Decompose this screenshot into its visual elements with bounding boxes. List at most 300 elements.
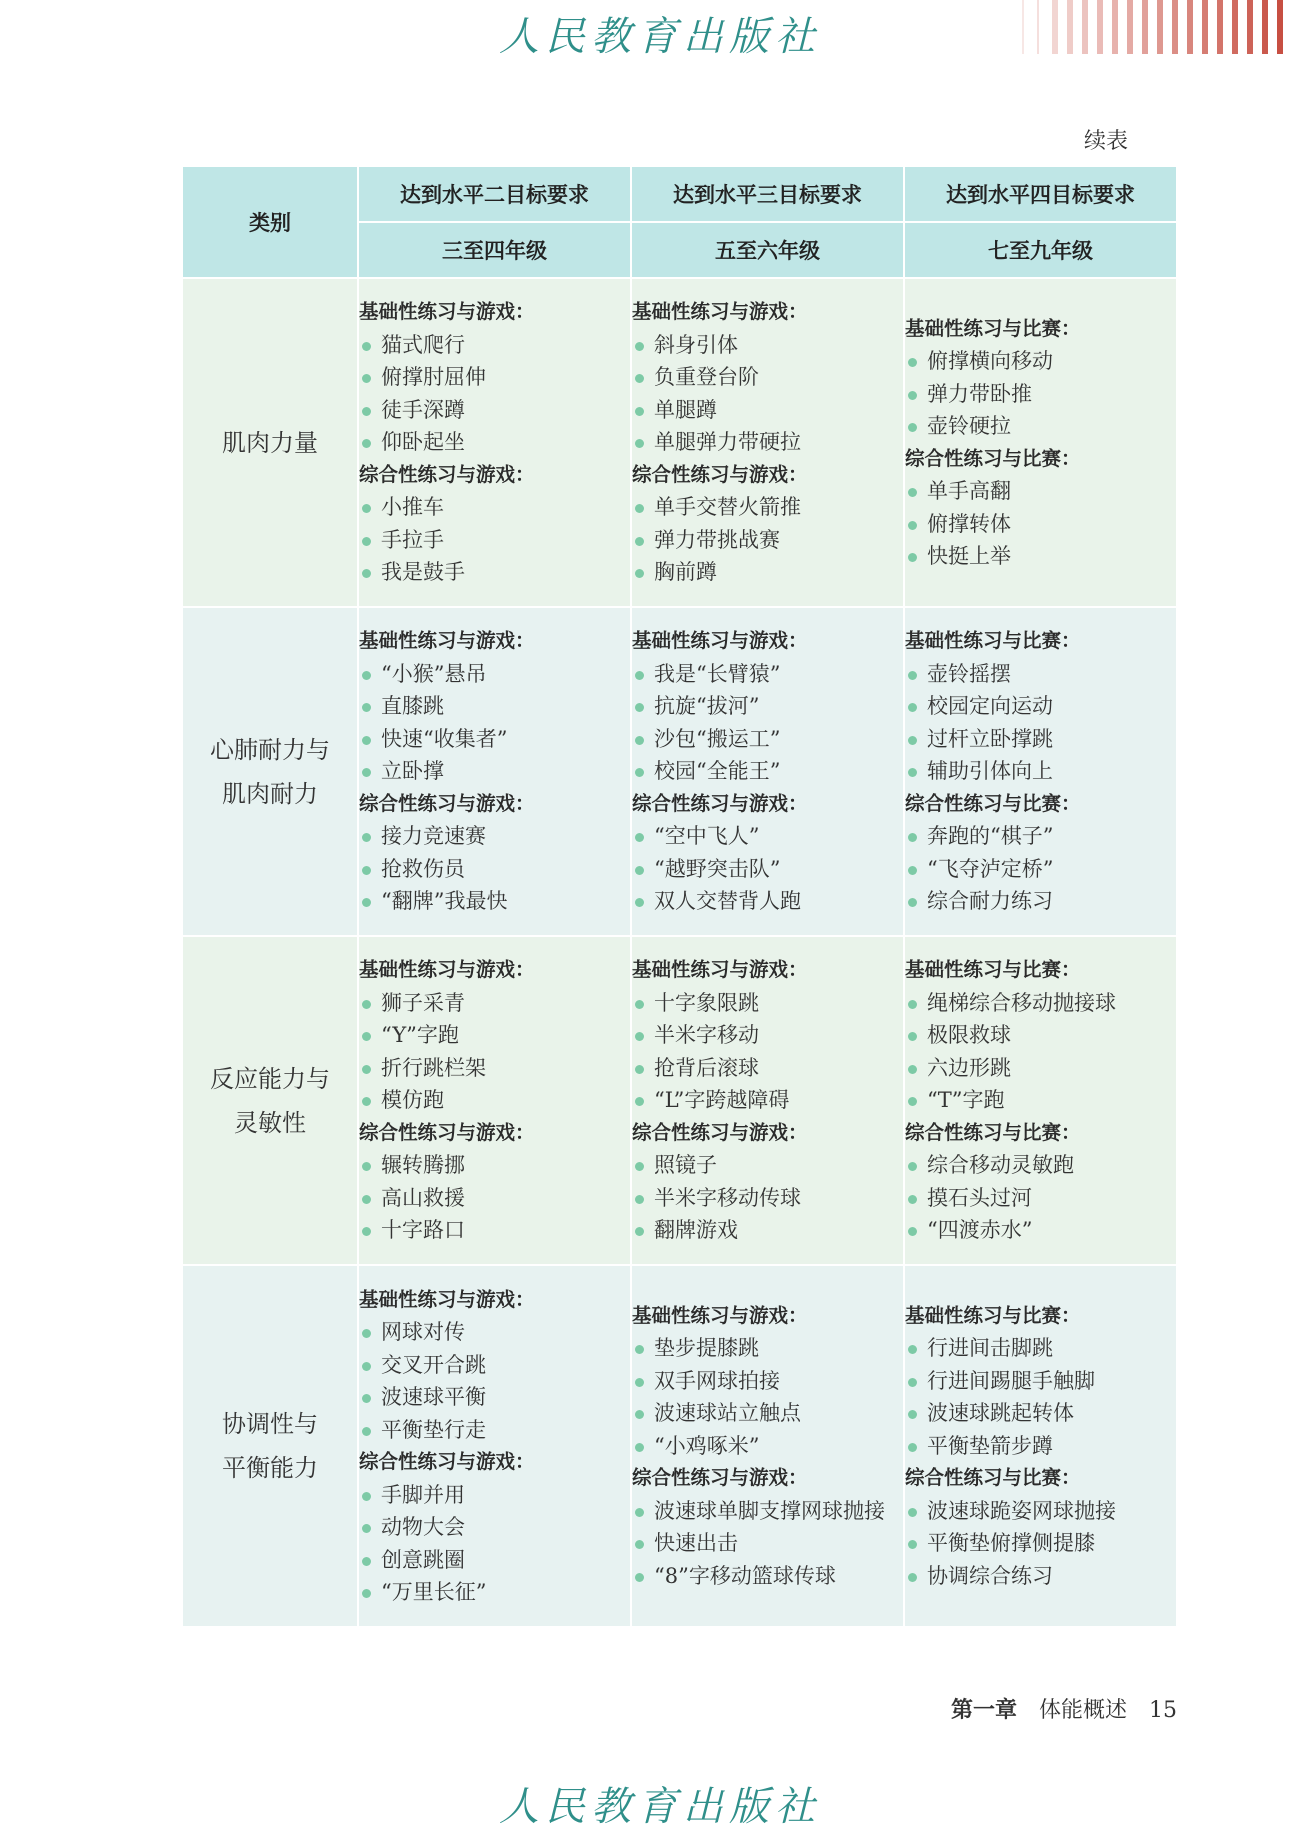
list-item bbox=[905, 378, 1176, 411]
exercise-name: 单手交替火箭推 bbox=[654, 495, 801, 520]
bullet-icon bbox=[635, 1540, 644, 1549]
exercise-name: 综合耐力练习 bbox=[927, 889, 1053, 914]
bullet-icon bbox=[635, 1410, 644, 1419]
bullet-icon bbox=[635, 439, 644, 448]
bullet-icon bbox=[908, 488, 917, 497]
exercise-list bbox=[632, 658, 903, 788]
group-title: 基础性练习与比赛： bbox=[905, 1303, 1081, 1327]
exercise-name: 俯撑肘屈伸 bbox=[381, 365, 486, 390]
group-title: 综合性练习与游戏： bbox=[359, 1120, 535, 1144]
list-item bbox=[905, 540, 1176, 573]
bullet-icon bbox=[362, 671, 371, 680]
bullet-icon bbox=[362, 1394, 371, 1403]
list-item bbox=[359, 1214, 630, 1247]
bullet-icon bbox=[908, 1508, 917, 1517]
list-item bbox=[359, 723, 630, 756]
list-item bbox=[359, 1182, 630, 1215]
exercise-name: 动物大会 bbox=[381, 1515, 465, 1539]
exercise-name: 单腿蹲 bbox=[654, 397, 717, 422]
category-cell bbox=[182, 278, 358, 607]
stripe bbox=[1157, 0, 1163, 54]
list-item bbox=[359, 1511, 630, 1544]
header-row-level bbox=[182, 166, 1177, 222]
exercise-list bbox=[632, 1495, 903, 1593]
exercise-name: 校园“全能王” bbox=[654, 759, 781, 784]
exercise-name: 狮子采青 bbox=[381, 990, 465, 1015]
exercise-name: 猫式爬行 bbox=[381, 332, 465, 357]
bullet-icon bbox=[635, 537, 644, 546]
bullet-icon bbox=[635, 569, 644, 578]
stripe bbox=[1262, 0, 1268, 54]
list-item bbox=[359, 556, 630, 589]
list-item bbox=[905, 1149, 1176, 1182]
exercise-list bbox=[905, 658, 1176, 788]
exercise-name: 网球对传 bbox=[381, 1320, 465, 1344]
bullet-icon bbox=[635, 1000, 644, 1009]
exercise-name: 接力竞速赛 bbox=[381, 824, 486, 849]
stripe bbox=[1097, 0, 1103, 54]
list-item bbox=[632, 1149, 903, 1182]
bullet-icon bbox=[908, 833, 917, 842]
list-item bbox=[632, 361, 903, 394]
exercise-list bbox=[359, 329, 630, 459]
bullet-icon bbox=[908, 898, 917, 907]
list-item bbox=[632, 1560, 903, 1593]
group-title: 基础性练习与游戏： bbox=[632, 629, 808, 653]
list-item bbox=[359, 1479, 630, 1512]
bullet-icon bbox=[362, 1227, 371, 1236]
table-row bbox=[182, 607, 1177, 936]
list-item bbox=[359, 1414, 630, 1447]
group-title: 综合性练习与游戏： bbox=[359, 791, 535, 815]
column-header-level: 达到水平二目标要求 bbox=[358, 166, 631, 222]
list-item bbox=[905, 658, 1176, 691]
list-item bbox=[632, 426, 903, 459]
bullet-icon bbox=[362, 1329, 371, 1338]
list-item bbox=[905, 690, 1176, 723]
exercise-list bbox=[359, 658, 630, 788]
list-item bbox=[359, 1576, 630, 1609]
exercise-name: 波速球跪姿网球抛接 bbox=[927, 1498, 1116, 1523]
category-label: 平衡能力 bbox=[222, 1454, 318, 1482]
list-item bbox=[632, 556, 903, 589]
exercise-name: 手脚并用 bbox=[381, 1482, 465, 1507]
bullet-icon bbox=[635, 342, 644, 351]
list-item bbox=[905, 1019, 1176, 1052]
stripe bbox=[1082, 0, 1088, 54]
list-item bbox=[905, 1397, 1176, 1430]
exercise-list bbox=[359, 1479, 630, 1609]
bullet-icon bbox=[635, 703, 644, 712]
exercise-name: “空中飞人” bbox=[654, 824, 760, 849]
bullet-icon bbox=[362, 768, 371, 777]
bullet-icon bbox=[362, 736, 371, 745]
exercise-name: 半米字移动传球 bbox=[654, 1185, 801, 1210]
list-item bbox=[632, 394, 903, 427]
bullet-icon bbox=[908, 1540, 917, 1549]
exercise-name: 小推车 bbox=[381, 495, 444, 520]
bullet-icon bbox=[635, 1573, 644, 1582]
page-footer bbox=[951, 1693, 1177, 1724]
list-item bbox=[632, 658, 903, 691]
group-title: 综合性练习与比赛： bbox=[905, 446, 1081, 470]
group-title: 基础性练习与游戏： bbox=[359, 958, 535, 982]
exercise-name: 校园定向运动 bbox=[927, 694, 1053, 719]
bullet-icon bbox=[908, 358, 917, 367]
list-item bbox=[359, 329, 630, 362]
exercise-name: 照镜子 bbox=[654, 1153, 717, 1178]
bullet-icon bbox=[635, 1227, 644, 1236]
list-item bbox=[905, 1052, 1176, 1085]
exercise-name: 创意跳圈 bbox=[381, 1547, 465, 1572]
group-title: 基础性练习与比赛： bbox=[905, 958, 1081, 982]
continued-label: 续表 bbox=[1083, 129, 1128, 154]
publisher-logo-text: 人民教育出版社 bbox=[499, 14, 821, 60]
exercise-name: 奔跑的“棋子” bbox=[927, 824, 1054, 849]
list-item bbox=[905, 1365, 1176, 1398]
bullet-icon bbox=[635, 504, 644, 513]
column-header-level: 达到水平三目标要求 bbox=[631, 166, 904, 222]
list-item bbox=[359, 690, 630, 723]
exercise-name: 平衡垫行走 bbox=[381, 1417, 486, 1442]
exercise-name: 俯撑转体 bbox=[927, 511, 1011, 536]
category-label: 肌肉耐力 bbox=[222, 779, 318, 808]
bullet-icon bbox=[362, 374, 371, 383]
list-item bbox=[905, 1182, 1176, 1215]
bullet-icon bbox=[362, 504, 371, 513]
group-title: 综合性练习与游戏： bbox=[632, 791, 808, 815]
list-item bbox=[905, 1430, 1176, 1463]
exercise-list bbox=[905, 1495, 1176, 1593]
list-item bbox=[905, 1214, 1176, 1247]
category-cell bbox=[182, 936, 358, 1265]
stripe bbox=[1112, 0, 1118, 54]
exercise-name: “L”字跨越障碍 bbox=[654, 1088, 790, 1113]
footer-chapter: 第一章 bbox=[950, 1697, 1017, 1723]
bullet-icon bbox=[908, 423, 917, 432]
requirement-cell bbox=[358, 278, 631, 607]
bullet-icon bbox=[908, 866, 917, 875]
column-header-grade: 五至六年级 bbox=[631, 222, 904, 278]
exercise-name: 辅助引体向上 bbox=[927, 759, 1053, 784]
exercise-name: 波速球跳起转体 bbox=[927, 1401, 1074, 1426]
exercise-name: 十字路口 bbox=[381, 1218, 465, 1243]
footer-title: 体能概述 bbox=[1038, 1698, 1127, 1723]
requirement-cell bbox=[904, 278, 1177, 607]
list-item bbox=[632, 491, 903, 524]
requirement-cell bbox=[904, 1265, 1177, 1627]
exercise-name: 半米字移动 bbox=[654, 1023, 759, 1048]
bullet-icon bbox=[362, 407, 371, 416]
exercise-name: 弹力带卧推 bbox=[927, 381, 1032, 406]
stripe bbox=[1232, 0, 1238, 54]
list-item bbox=[359, 1544, 630, 1577]
list-item bbox=[359, 1084, 630, 1117]
exercise-name: 波速球单脚支撑网球抛接 bbox=[654, 1498, 885, 1523]
bullet-icon bbox=[908, 1345, 917, 1354]
list-item bbox=[359, 658, 630, 691]
stripe bbox=[1277, 0, 1283, 54]
category-label: 心肺耐力与 bbox=[210, 735, 330, 764]
list-item bbox=[359, 394, 630, 427]
exercise-list bbox=[632, 987, 903, 1117]
bullet-icon bbox=[362, 537, 371, 546]
list-item bbox=[359, 755, 630, 788]
exercise-name: 模仿跑 bbox=[381, 1088, 444, 1113]
list-item bbox=[359, 1349, 630, 1382]
exercise-name: 摸石头过河 bbox=[927, 1185, 1032, 1210]
bullet-icon bbox=[362, 439, 371, 448]
exercise-name: 徒手深蹲 bbox=[381, 397, 465, 422]
bullet-icon bbox=[362, 833, 371, 842]
list-item bbox=[359, 524, 630, 557]
exercise-list bbox=[905, 987, 1176, 1117]
list-item bbox=[632, 755, 903, 788]
list-item bbox=[632, 987, 903, 1020]
exercise-name: 十字象限跳 bbox=[654, 990, 759, 1015]
bullet-icon bbox=[362, 1492, 371, 1501]
bullet-icon bbox=[362, 898, 371, 907]
exercise-name: 交叉开合跳 bbox=[381, 1352, 486, 1377]
bullet-icon bbox=[908, 1378, 917, 1387]
exercise-name: 波速球站立触点 bbox=[654, 1401, 801, 1426]
bullet-icon bbox=[635, 1195, 644, 1204]
stripe bbox=[1142, 0, 1148, 54]
exercise-name: 俯撑横向移动 bbox=[927, 349, 1053, 373]
exercise-name: 快挺上举 bbox=[927, 544, 1011, 568]
group-title: 基础性练习与比赛： bbox=[905, 316, 1081, 340]
list-item bbox=[905, 1332, 1176, 1365]
bullet-icon bbox=[362, 1032, 371, 1041]
column-header-grade: 七至九年级 bbox=[904, 222, 1177, 278]
list-item bbox=[359, 853, 630, 886]
list-item bbox=[905, 885, 1176, 918]
group-title: 基础性练习与游戏： bbox=[359, 300, 535, 324]
column-header-grade: 三至四年级 bbox=[358, 222, 631, 278]
bullet-icon bbox=[908, 391, 917, 400]
bullet-icon bbox=[908, 1443, 917, 1452]
bullet-icon bbox=[908, 1410, 917, 1419]
exercise-name: “飞夺泸定桥” bbox=[927, 856, 1054, 881]
stripe bbox=[1217, 0, 1223, 54]
group-title: 综合性练习与比赛： bbox=[905, 1120, 1081, 1144]
list-item bbox=[359, 1316, 630, 1349]
exercise-list bbox=[905, 1149, 1176, 1247]
bullet-icon bbox=[362, 1162, 371, 1171]
list-item bbox=[905, 1084, 1176, 1117]
exercise-name: “四渡赤水” bbox=[927, 1218, 1033, 1243]
list-item bbox=[359, 361, 630, 394]
list-item bbox=[632, 690, 903, 723]
exercise-list bbox=[359, 987, 630, 1117]
bullet-icon bbox=[635, 1345, 644, 1354]
exercise-list bbox=[632, 329, 903, 459]
list-item bbox=[359, 820, 630, 853]
requirement-cell bbox=[904, 607, 1177, 936]
bullet-icon bbox=[908, 703, 917, 712]
list-item bbox=[905, 987, 1176, 1020]
exercise-list bbox=[359, 491, 630, 589]
table-row bbox=[182, 936, 1177, 1265]
bullet-icon bbox=[362, 1557, 371, 1566]
stripe bbox=[1172, 0, 1178, 54]
bullet-icon bbox=[635, 1065, 644, 1074]
exercise-name: “小猴”悬吊 bbox=[381, 661, 487, 686]
exercise-name: 双手网球拍接 bbox=[654, 1368, 780, 1393]
exercise-name: 我是鼓手 bbox=[381, 560, 465, 585]
exercise-name: 立卧撑 bbox=[381, 759, 444, 784]
bullet-icon bbox=[908, 1162, 917, 1171]
exercise-name: 双人交替背人跑 bbox=[654, 889, 801, 914]
exercise-list bbox=[359, 1316, 630, 1446]
bullet-icon bbox=[908, 553, 917, 562]
exercise-name: 直膝跳 bbox=[381, 694, 444, 719]
group-title: 综合性练习与游戏： bbox=[359, 1450, 535, 1473]
group-title: 综合性练习与比赛： bbox=[905, 1466, 1081, 1490]
exercise-name: 平衡垫俯撑侧提膝 bbox=[927, 1531, 1095, 1556]
exercise-name: 胸前蹲 bbox=[654, 560, 717, 585]
stripe bbox=[1202, 0, 1208, 54]
list-item bbox=[905, 723, 1176, 756]
list-item bbox=[905, 508, 1176, 541]
exercise-name: “万里长征” bbox=[381, 1580, 487, 1604]
bullet-icon bbox=[908, 1573, 917, 1582]
list-item bbox=[905, 1495, 1176, 1528]
category-label: 灵敏性 bbox=[234, 1108, 306, 1137]
list-item bbox=[632, 853, 903, 886]
bullet-icon bbox=[635, 1443, 644, 1452]
list-item bbox=[359, 1052, 630, 1085]
group-title: 综合性练习与比赛： bbox=[905, 791, 1081, 815]
bullet-icon bbox=[362, 1524, 371, 1533]
bullet-icon bbox=[908, 1097, 917, 1106]
exercise-name: 仰卧起坐 bbox=[381, 430, 465, 455]
list-item bbox=[632, 1527, 903, 1560]
list-item bbox=[632, 885, 903, 918]
exercise-name: 我是“长臂猿” bbox=[654, 661, 781, 686]
list-item bbox=[632, 1214, 903, 1247]
list-item bbox=[359, 1149, 630, 1182]
bullet-icon bbox=[362, 1000, 371, 1009]
bullet-icon bbox=[908, 1000, 917, 1009]
list-item bbox=[359, 885, 630, 918]
requirement-cell bbox=[358, 607, 631, 936]
bullet-icon bbox=[362, 342, 371, 351]
group-title: 综合性练习与游戏： bbox=[359, 462, 535, 486]
bullet-icon bbox=[635, 671, 644, 680]
page-number: 15 bbox=[1149, 1698, 1177, 1723]
list-item bbox=[632, 1084, 903, 1117]
exercise-name: “越野突击队” bbox=[654, 856, 781, 881]
group-title: 基础性练习与游戏： bbox=[632, 958, 808, 982]
exercise-name: 弹力带挑战赛 bbox=[654, 527, 780, 552]
category-label: 反应能力与 bbox=[210, 1064, 330, 1093]
list-item bbox=[632, 524, 903, 557]
bullet-icon bbox=[362, 703, 371, 712]
exercise-list bbox=[905, 820, 1176, 918]
requirement-cell bbox=[631, 1265, 904, 1627]
stripe bbox=[1127, 0, 1133, 54]
stripe bbox=[1052, 0, 1058, 54]
column-header-level: 达到水平四目标要求 bbox=[904, 166, 1177, 222]
exercise-name: 极限救球 bbox=[927, 1023, 1011, 1048]
publisher-logo-top bbox=[470, 8, 850, 64]
exercise-name: 辗转腾挪 bbox=[381, 1153, 465, 1178]
group-title: 综合性练习与游戏： bbox=[632, 1466, 808, 1490]
list-item bbox=[905, 820, 1176, 853]
bullet-icon bbox=[908, 1032, 917, 1041]
list-item bbox=[632, 1365, 903, 1398]
category-header: 类别 bbox=[182, 166, 358, 278]
exercise-list bbox=[632, 820, 903, 918]
category-label: 协调性与 bbox=[222, 1410, 318, 1438]
exercise-name: “小鸡啄米” bbox=[654, 1433, 760, 1458]
bullet-icon bbox=[908, 1065, 917, 1074]
exercise-name: 协调综合练习 bbox=[927, 1563, 1053, 1588]
group-title: 基础性练习与比赛： bbox=[905, 629, 1081, 653]
list-item bbox=[632, 1430, 903, 1463]
category-cell bbox=[182, 607, 358, 936]
exercise-list bbox=[905, 475, 1176, 573]
list-item bbox=[905, 853, 1176, 886]
bullet-icon bbox=[362, 1589, 371, 1598]
bullet-icon bbox=[362, 1195, 371, 1204]
publisher-logo-bottom bbox=[470, 1778, 850, 1834]
requirement-cell bbox=[358, 936, 631, 1265]
list-item bbox=[632, 1019, 903, 1052]
list-item bbox=[359, 1019, 630, 1052]
bullet-icon bbox=[362, 866, 371, 875]
list-item bbox=[905, 475, 1176, 508]
exercise-name: 单手高翻 bbox=[927, 479, 1011, 503]
bullet-icon bbox=[362, 569, 371, 578]
bullet-icon bbox=[635, 898, 644, 907]
exercise-name: 行进间击脚跳 bbox=[927, 1336, 1053, 1361]
exercise-list bbox=[905, 1332, 1176, 1462]
exercise-list bbox=[632, 491, 903, 589]
exercise-name: 高山救援 bbox=[381, 1185, 465, 1210]
list-item bbox=[905, 345, 1176, 378]
requirement-cell bbox=[631, 936, 904, 1265]
bullet-icon bbox=[635, 407, 644, 416]
list-item bbox=[632, 723, 903, 756]
exercise-name: 折行跳栏架 bbox=[381, 1055, 486, 1080]
bullet-icon bbox=[635, 1508, 644, 1517]
bullet-icon bbox=[362, 1362, 371, 1371]
bullet-icon bbox=[908, 671, 917, 680]
category-cell bbox=[182, 1265, 358, 1627]
exercise-name: “翻牌”我最快 bbox=[381, 889, 508, 914]
bullet-icon bbox=[908, 1227, 917, 1236]
list-item bbox=[359, 987, 630, 1020]
list-item bbox=[905, 1527, 1176, 1560]
bullet-icon bbox=[635, 1097, 644, 1106]
bullet-icon bbox=[635, 1032, 644, 1041]
list-item bbox=[632, 1052, 903, 1085]
exercise-name: 六边形跳 bbox=[927, 1055, 1011, 1080]
requirement-cell bbox=[631, 607, 904, 936]
list-item bbox=[632, 820, 903, 853]
list-item bbox=[632, 1332, 903, 1365]
exercise-name: 抢救伤员 bbox=[381, 856, 465, 881]
requirement-cell bbox=[631, 278, 904, 607]
bullet-icon bbox=[635, 866, 644, 875]
table-row bbox=[182, 278, 1177, 607]
stripe bbox=[1022, 0, 1024, 54]
exercise-name: 沙包“搬运工” bbox=[654, 726, 781, 751]
bullet-icon bbox=[635, 1162, 644, 1171]
exercise-name: 快速“收集者” bbox=[381, 726, 508, 751]
